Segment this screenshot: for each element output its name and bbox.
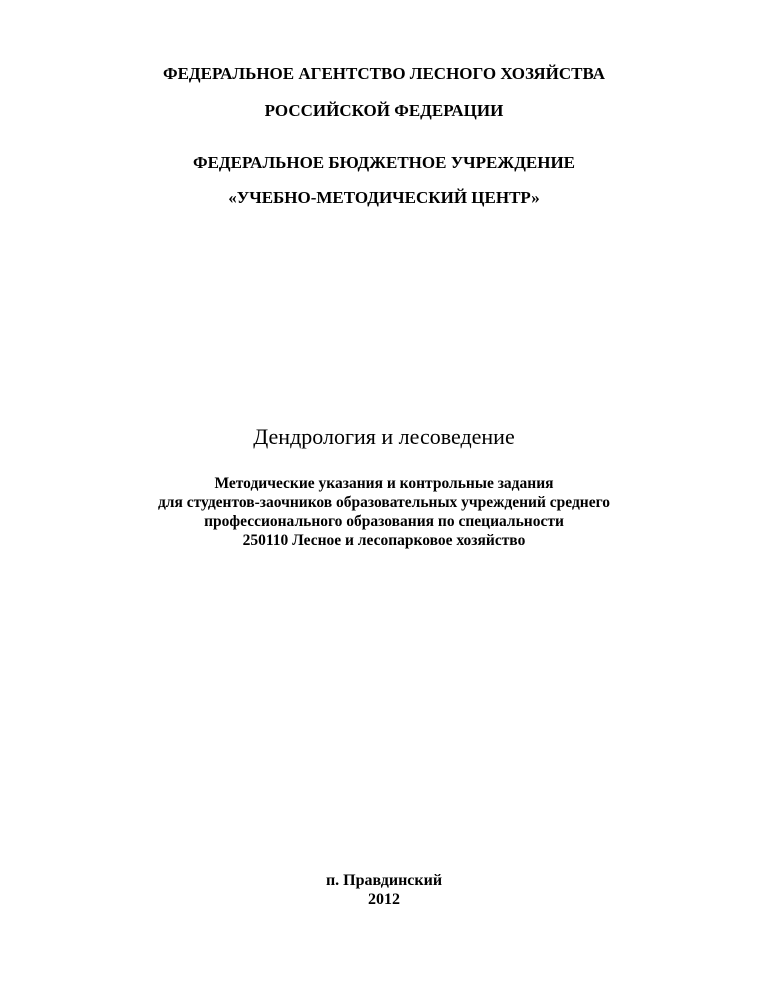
institution-name-line-2: «УЧЕБНО-МЕТОДИЧЕСКИЙ ЦЕНТР» [228,188,540,207]
institution-name-line-1: ФЕДЕРАЛЬНОЕ БЮДЖЕТНОЕ УЧРЕЖДЕНИЕ [192,153,576,172]
agency-name-line-2: РОССИЙСКОЙ ФЕДЕРАЦИИ [264,101,504,120]
subtitle-line: 250110 Лесное и лесопарковое хозяйство [242,532,526,549]
subtitle-line: профессионального образования по специальности [204,513,564,530]
agency-name-line-1: ФЕДЕРАЛЬНОЕ АГЕНТСТВО ЛЕСНОГО ХОЗЯЙСТВА [162,64,606,83]
document-title: Дендрология и лесоведение [253,424,515,449]
publication-place: п. Правдинский [325,872,443,889]
publication-year: 2012 [368,891,400,908]
subtitle-line: Методические указания и контрольные задания [214,475,554,492]
subtitle-line: для студентов-заочников образовательных учреждений среднего [157,494,611,511]
